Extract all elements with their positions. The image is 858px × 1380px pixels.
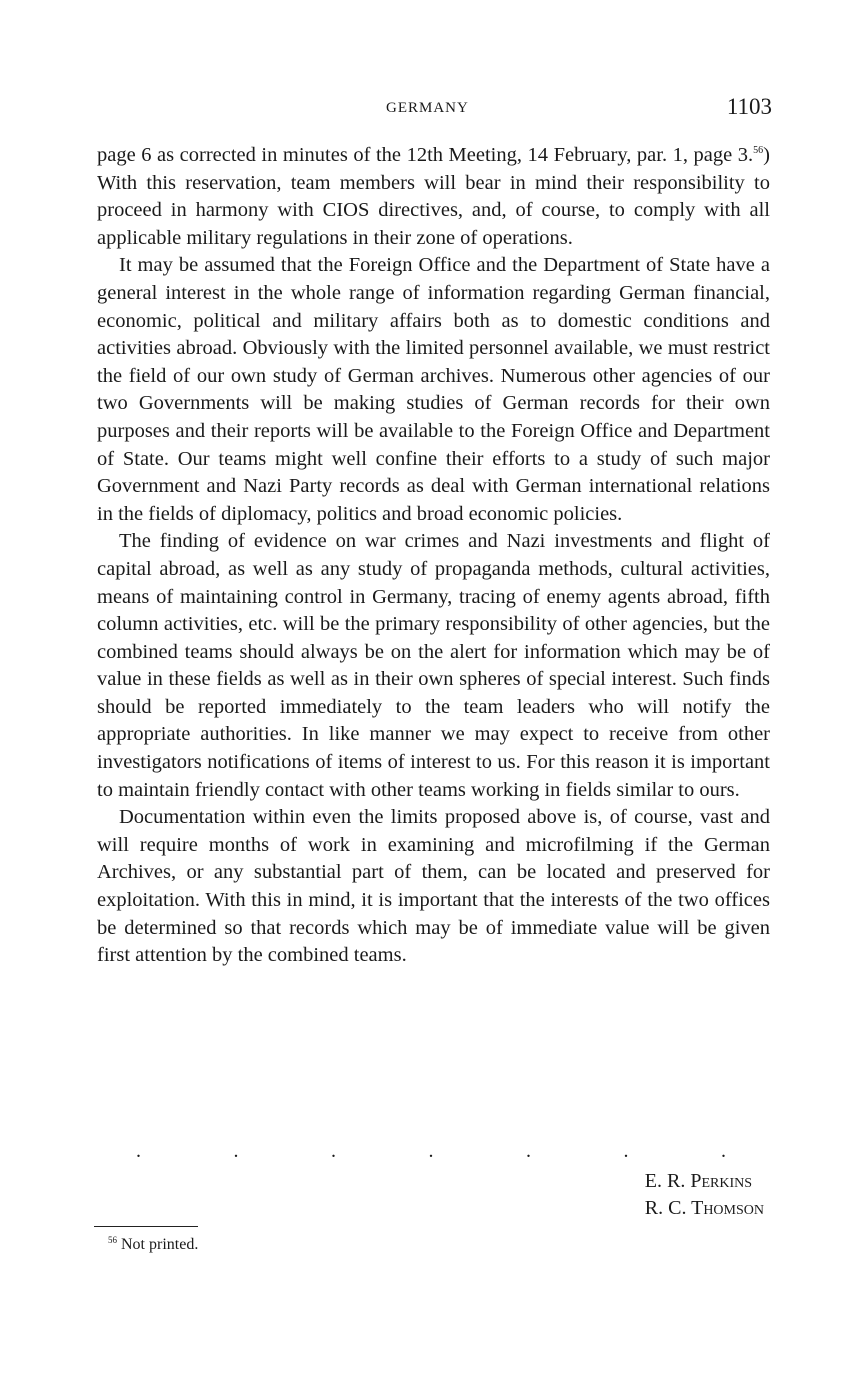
page-header (96, 96, 772, 126)
paragraph-1-continued: ) With this reservation, team members will bear in mind their responsibility to proceed in harmony with CIOS directives, and, of course, to comply with all applicable military regulations in their zone of operations. (97, 144, 770, 249)
page-number: 1103 (726, 94, 772, 119)
paragraph-3: The finding of evidence on war crimes and Nazi investments and flight of capital abroad, as well as any study of propaganda methods, cultural activities, means of maintaining control in Germany, tracing of enemy agents abroad, fifth column activities, etc. will be the primary responsibility of other agencies, but the combined teams should always be on the alert for information which may be of value in these fields as well as in their own spheres of special interest. Such finds should be reported immediately to the team leaders who will notify the appropriate authorities. In like manner we may expect to receive from other investigators notifications of items of interest to us. For this reason it is important to maintain friendly contact with other teams working in fields similar to ours. (97, 530, 770, 801)
paragraph-1-text: page 6 as corrected in minutes of the 12th Meeting, 14 February, par. 1, page 3. (97, 144, 754, 166)
running-title: GERMANY (386, 100, 469, 116)
footnote-reference: 56 (753, 145, 764, 156)
omission-dot: . (623, 1140, 629, 1162)
signatory-2: R. C. Thomson (644, 1197, 764, 1219)
footnote-divider (94, 1226, 198, 1227)
footnote (108, 1236, 198, 1254)
paragraph-2: It may be assumed that the Foreign Office and the Department of State have a general interest in the whole range of information regarding German financial, economic, political and military affairs both as to domestic conditions and activities abroad. Obviously with the limited personnel available, we must restrict the field of our own study of German archives. Numerous other agencies of our two Governments will be making studies of German records for their own purposes and their reports will be available to the Foreign Office and Department of State. Our teams might well confine their efforts to a study of such major Government and Nazi Party records as deal with German international relations in the fields of diplomacy, politics and broad economic policies. (97, 254, 770, 525)
footnote-text: Not printed. (121, 1236, 199, 1253)
omission-dot: . (331, 1140, 336, 1162)
signature-block (645, 1168, 764, 1222)
omission-dots (136, 1140, 726, 1163)
omission-dot: . (136, 1140, 141, 1162)
omission-dot: . (428, 1140, 434, 1162)
paragraph-1 (97, 142, 770, 252)
signatory-1: E. R. Perkins (644, 1170, 753, 1192)
omission-dot: . (233, 1140, 239, 1162)
omission-dot: . (721, 1140, 726, 1162)
footnote-number: 56 (108, 1235, 117, 1245)
omission-dot: . (526, 1140, 531, 1162)
paragraph-4: Documentation within even the limits proposed above is, of course, vast and will require months of work in examining and microfilming if the German Archives, or any substantial part of them, can be located and preserved for exploitation. With this in mind, it is important that the interests of the two offices be determined so that records which may be of immediate value will be given first attention by the combined teams. (97, 806, 770, 967)
body-text (97, 142, 770, 970)
